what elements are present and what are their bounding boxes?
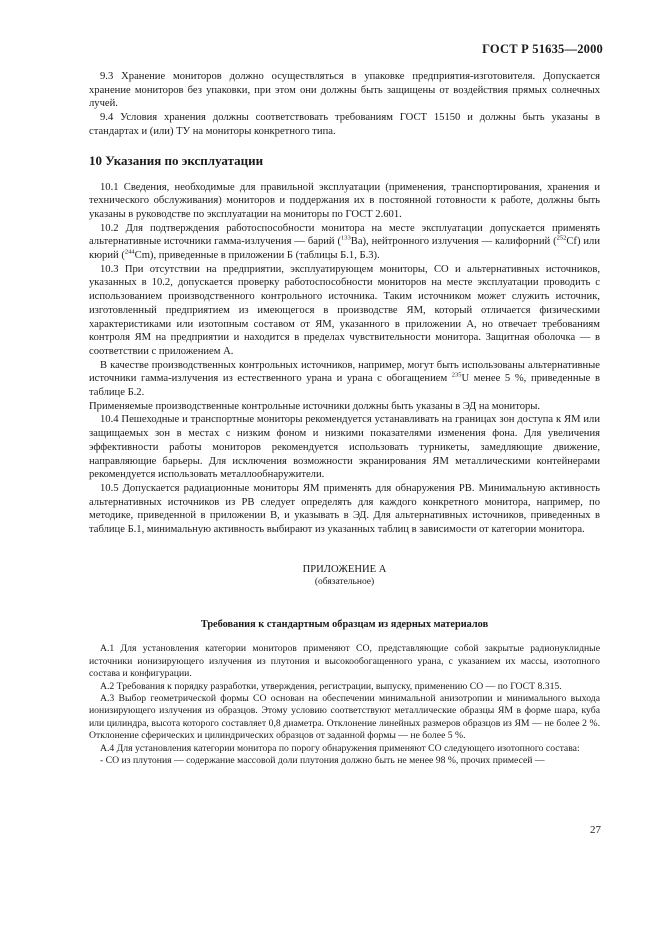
document-body: [89, 70, 600, 767]
isotope-mass-number: 244: [124, 248, 135, 256]
isotope-mass-number: 133: [341, 234, 351, 242]
paragraph-9-4: 9.4 Условия хранения должны соответствовать требованиям ГОСТ 15150 и должны быть указаны в стандартах и (или) ТУ на мониторы конкретного типа.: [89, 112, 600, 137]
appendix-status: (обязательное): [314, 577, 375, 588]
paragraph-10-5: 10.5 Допускается радиационные мониторы ЯМ применять для обнаружения РВ. Минимальную активность альтернативных источников из РВ следует определять для каждого конкретного монитора, например, по методике, приведенной в приложении В, и указывать в ЭД. Для альтернативных источников, приведенных в таблице Б.1, минимальную активность выбирают из указанных таблиц в зависимости от категории монитора.: [89, 482, 600, 536]
section-10-title: 10 Указания по эксплуатации: [89, 152, 264, 168]
paragraph-a-2: А.2 Требования к порядку разработки, утверждения, регистрации, выпуску, применению СО — по ГОСТ 8.315.: [100, 680, 562, 692]
text-run: Cm), приведенные в приложении Б (таблицы Б.1, Б.3).: [134, 250, 380, 262]
paragraph-10-3-documentation: Применяемые производственные контрольные источники должны быть указаны в ЭД на мониторы.: [89, 400, 541, 412]
page-number: 27: [590, 824, 601, 836]
paragraph-a-1: А.1 Для установления категории мониторов применяют СО, представляющие собой закрытые радионуклидные источники ионизирующего излучения из плутония и высокообогащенного урана, с указанием их массы, изотопного состава и конфигурации.: [89, 643, 600, 680]
text-run: U менее 5 %, приведенные в таблице Б.2.: [89, 373, 600, 399]
appendix-label: ПРИЛОЖЕНИЕ А: [302, 563, 387, 575]
paragraph-10-4: 10.4 Пешеходные и транспортные мониторы рекомендуется устанавливать на границах зон доступа к ЯМ или защищаемых зон в местах с низким фоном и низкими показателями изменения фона. Для увеличения эффективности работы мониторов рекомендуется использовать турникеты, замедляющие движение, направляющие барьеры. Для исключения возможности экранирования ЯМ металлическими контейнерами рекомендуется использовать металлообнаружители.: [89, 414, 600, 481]
document-code-header: ГОСТ Р 51635—2000: [482, 42, 603, 56]
text-run: Cf) или кюрий (: [89, 236, 600, 262]
paragraph-10-3-sources: [89, 359, 600, 400]
appendix-title: Требования к стандартным образцам из ядерных материалов: [200, 619, 489, 631]
text-run: Ba), нейтронного излучения — калифорний (: [350, 236, 557, 248]
isotope-mass-number: 252: [556, 234, 567, 242]
text-run: 10.2 Для подтверждения работоспособности монитора на месте эксплуатации допускается применять альтернативные источники гамма-излучения — барий (: [89, 222, 600, 248]
paragraph-10-3: 10.3 При отсутствии на предприятии, эксплуатирующем мониторы, СО и альтернативных источников, указанных в 10.2, допускается проверку работоспособности мониторов на месте эксплуатации проводить с использованием производственного контрольного источника. Таким источником может служить источник, изготовленный предприятием из имеющегося в производстве ЯМ, который отличается физическими характеристиками или изотопным составом от ЯМ, указанного в приложении А, но отвечает требованиям контроля ЯМ на предприятии и находится в пределах чувствительности монитора. Защитная оболочка — в соответствии с приложением А.: [89, 263, 600, 357]
list-item-plutonium: - СО из плутония — содержание массовой доли плутония должно быть не менее 98 %, прочих примесей —: [100, 754, 545, 766]
paragraph-9-3: 9.3 Хранение мониторов должно осуществляться в упаковке предприятия-изготовителя. Допускается хранение мониторов без упаковки, при этом они должны быть защищены от воздействия прямых солнечных лучей.: [89, 71, 600, 110]
text-run: В качестве производственных контрольных источников, например, могут быть использованы альтернативные источники гамма-излучения из естественного урана и урана с обогащением: [89, 359, 600, 385]
paragraph-a-4: А.4 Для установления категории монитора по порогу обнаружения применяют СО следующего изотопного состава:: [100, 742, 580, 754]
paragraph-10-1: 10.1 Сведения, необходимые для правильной эксплуатации (применения, транспортирования, хранения и технического обслуживания) мониторов и поддержания их в постоянной готовности к работе, должны быть указаны в руководстве по эксплуатации на мониторы по ГОСТ 2.601.: [89, 181, 600, 220]
paragraph-a-3: А.3 Выбор геометрической формы СО основан на обеспечении минимальной анизотропии и минимального выхода ионизирующего излучения из образцов. Этому условию соответствуют металлические образцы ЯМ в форме шара, куба или цилиндра, высота которого составляет 0,8 диаметра. Отклонение линейных размеров образцов из ЯМ — не более 2 %. Отклонение сферических и цилиндрических образцов от заданной формы — не более 5 %.: [89, 692, 600, 742]
paragraph-10-2: [89, 222, 600, 263]
isotope-mass-number: 235: [451, 371, 462, 379]
